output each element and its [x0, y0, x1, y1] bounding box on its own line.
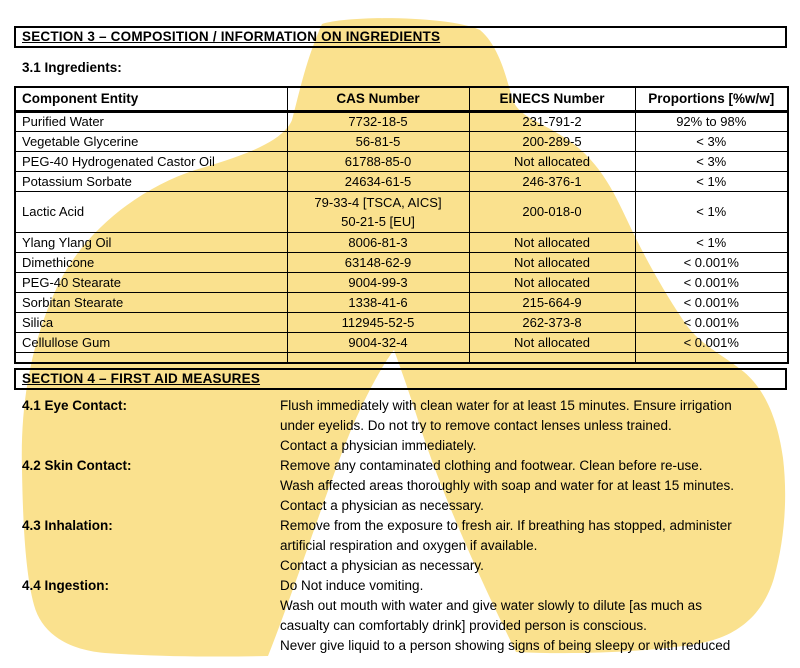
component-cell: Cellullose Gum [15, 332, 287, 352]
col-header-proportions: Proportions [%w/w] [635, 87, 788, 111]
proportion-cell: < 0.001% [635, 292, 788, 312]
cas-cell: 112945-52-5 [287, 312, 469, 332]
first-aid-text-line: under eyelids. Do not try to remove contact lenses unless trained. [280, 418, 672, 433]
proportion-cell: < 1% [635, 171, 788, 191]
einecs-cell: 215-664-9 [469, 292, 635, 312]
component-cell: Vegetable Glycerine [15, 131, 287, 151]
proportion-cell: < 0.001% [635, 332, 788, 352]
col-header-component: Component Entity [15, 87, 287, 111]
section4-title: SECTION 4 – FIRST AID MEASURES [22, 371, 261, 386]
einecs-cell: Not allocated [469, 151, 635, 171]
einecs-cell: 200-289-5 [469, 131, 635, 151]
proportion-cell: < 0.001% [635, 252, 788, 272]
cas-cell: 7732-18-5 [287, 111, 469, 131]
first-aid-item-inhalation [22, 516, 787, 576]
first-aid-item-skin-contact [22, 456, 787, 516]
cas-cell [287, 191, 469, 232]
section3-header [14, 26, 787, 48]
component-cell: Ylang Ylang Oil [15, 232, 287, 252]
first-aid-text [280, 396, 787, 456]
first-aid-text-line: artificial respiration and oxygen if available. [280, 538, 538, 553]
cas-cell: 9004-32-4 [287, 332, 469, 352]
first-aid-text-line: Never give liquid to a person showing signs of being sleepy or with reduced [280, 638, 731, 653]
first-aid-text [280, 576, 787, 656]
component-cell: Purified Water [15, 111, 287, 131]
table-row-purified-water [15, 111, 788, 131]
cas-cell: 8006-81-3 [287, 232, 469, 252]
table-row-dimethicone [15, 252, 788, 272]
first-aid-item-eye-contact [22, 396, 787, 456]
first-aid-item-ingestion [22, 576, 787, 656]
table-row-peg40-castor-oil [15, 151, 788, 171]
component-cell: Dimethicone [15, 252, 287, 272]
einecs-cell: 262-373-8 [469, 312, 635, 332]
table-row-ylang-ylang-oil [15, 232, 788, 252]
empty-cell [469, 352, 635, 363]
cas-cell: 24634-61-5 [287, 171, 469, 191]
first-aid-label: 4.3 Inhalation: [22, 518, 113, 533]
table-row-vegetable-glycerine [15, 131, 788, 151]
cas-cell: 9004-99-3 [287, 272, 469, 292]
first-aid-text-line: casualty can comfortably drink] provided person is conscious. [280, 618, 647, 633]
einecs-cell: Not allocated [469, 232, 635, 252]
einecs-cell: Not allocated [469, 252, 635, 272]
einecs-cell: 246-376-1 [469, 171, 635, 191]
proportion-cell: < 0.001% [635, 272, 788, 292]
table-row-sorbitan-stearate [15, 292, 788, 312]
component-cell: Silica [15, 312, 287, 332]
cas-cell: 56-81-5 [287, 131, 469, 151]
cas-line-1: 79-33-4 [TSCA, AICS] [314, 194, 442, 210]
cas-cell: 63148-62-9 [287, 252, 469, 272]
first-aid-text-line: Wash out mouth with water and give water slowly to dilute [as much as [280, 598, 702, 613]
col-header-einecs: EINECS Number [469, 87, 635, 111]
first-aid-label: 4.2 Skin Contact: [22, 458, 132, 473]
proportion-cell: < 3% [635, 131, 788, 151]
first-aid-text [280, 456, 787, 516]
table-row-potassium-sorbate [15, 171, 788, 191]
first-aid-text-line: Contact a physician as necessary. [280, 498, 484, 513]
first-aid-label: 4.4 Ingestion: [22, 578, 110, 593]
component-cell: Potassium Sorbate [15, 171, 287, 191]
col-header-cas: CAS Number [287, 87, 469, 111]
first-aid-text-line: Wash affected areas thoroughly with soap and water for at least 15 minutes. [280, 478, 735, 493]
first-aid-text-line: Contact a physician as necessary. [280, 558, 484, 573]
first-aid-text-line: Remove any contaminated clothing and footwear. Clean before re-use. [280, 458, 703, 473]
first-aid-text-line: Contact a physician immediately. [280, 438, 477, 453]
table-row-peg40-stearate [15, 272, 788, 292]
einecs-cell: 200-018-0 [469, 191, 635, 232]
section3-title: SECTION 3 – COMPOSITION / INFORMATION ON INGREDIENTS [22, 29, 441, 44]
first-aid-label: 4.1 Eye Contact: [22, 398, 128, 413]
first-aid-text-line: Do Not induce vomiting. [280, 578, 424, 593]
proportion-cell: 92% to 98% [635, 111, 788, 131]
first-aid-text-line: Remove from the exposure to fresh air. If breathing has stopped, administer [280, 518, 732, 533]
empty-cell [287, 352, 469, 363]
section4-header [14, 368, 787, 390]
proportion-cell: < 3% [635, 151, 788, 171]
table-row-cellulose-gum [15, 332, 788, 352]
first-aid-text-line: Flush immediately with clean water for at least 15 minutes. Ensure irrigation [280, 398, 732, 413]
empty-cell [15, 352, 287, 363]
ingredients-subheading: 3.1 Ingredients: [22, 60, 122, 75]
proportion-cell: < 1% [635, 232, 788, 252]
einecs-cell: Not allocated [469, 272, 635, 292]
empty-cell [635, 352, 788, 363]
table-header-row [15, 87, 788, 111]
first-aid-measures [22, 396, 787, 656]
component-cell: PEG-40 Hydrogenated Castor Oil [15, 151, 287, 171]
component-cell: PEG-40 Stearate [15, 272, 287, 292]
first-aid-text [280, 516, 787, 576]
table-row-lactic-acid [15, 191, 788, 232]
ingredients-table [14, 86, 789, 364]
table-row-empty [15, 352, 788, 363]
component-cell: Lactic Acid [15, 191, 287, 232]
proportion-cell: < 0.001% [635, 312, 788, 332]
cas-cell: 61788-85-0 [287, 151, 469, 171]
cas-cell: 1338-41-6 [287, 292, 469, 312]
cas-line-2: 50-21-5 [EU] [341, 213, 415, 229]
component-cell: Sorbitan Stearate [15, 292, 287, 312]
proportion-cell: < 1% [635, 191, 788, 232]
einecs-cell: Not allocated [469, 332, 635, 352]
einecs-cell: 231-791-2 [469, 111, 635, 131]
table-row-silica [15, 312, 788, 332]
